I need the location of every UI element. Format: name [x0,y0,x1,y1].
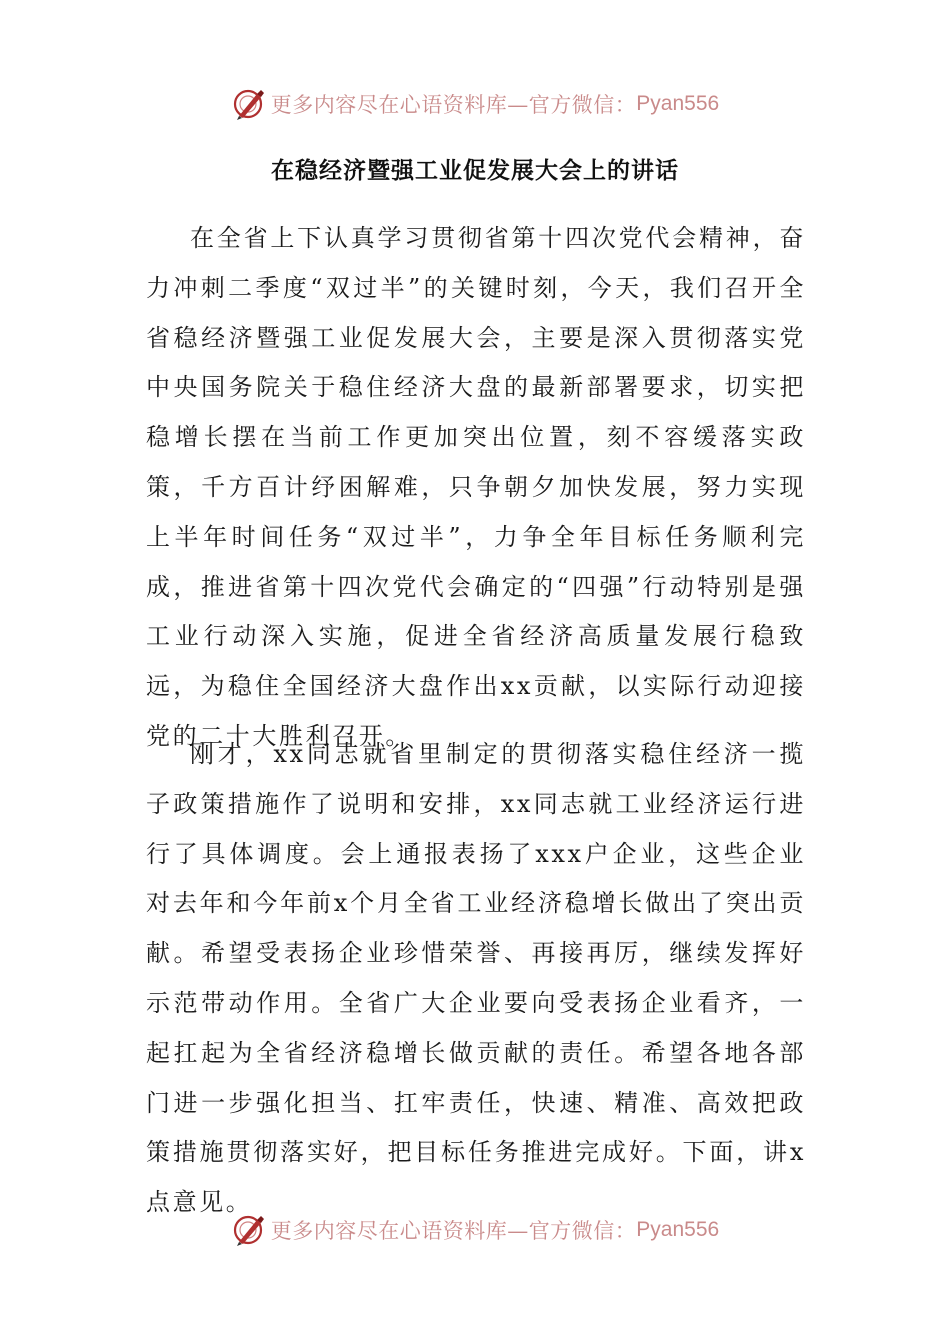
banner-wechat-id: Pyan556 [636,1218,720,1241]
pen-logo-icon [231,1212,267,1248]
paragraph-1: 在全省上下认真学习贯彻省第十四次党代会精神，奋力冲刺二季度“双过半”的关键时刻，今天，我们召开全省稳经济暨强工业促发展大会，主要是深入贯彻落实党中央国务院关于稳住经济大盘的最新部署要求，切实把稳增长摆在当前工作更加突出位置，刻不容缓落实政策，千方百计纾困解难，只争朝夕加快发展，努力实现上半年时间任务“双过半”，力争全年目标任务顺利完成，推进省第十四次党代会确定的“四强”行动特别是强工业行动深入实施，促进全省经济高质量发展行稳致远，为稳住全国经济大盘作出xx贡献，以实际行动迎接党的二十大胜利召开。 [146,224,806,750]
footer-watermark-banner [0,1210,950,1250]
pen-logo-icon [231,86,267,122]
paragraph-2: 刚才，xx同志就省里制定的贯彻落实稳住经济一揽子政策措施作了说明和安排，xx同志就工业经济运行进行了具体调度。会上通报表扬了xxx户企业，这些企业对去年和今年前x个月全省工业经济稳增长做出了突出贡献。希望受表扬企业珍惜荣誉、再接再厉，继续发挥好示范带动作用。全省广大企业要向受表扬企业看齐，一起扛起为全省经济稳增长做贡献的责任。希望各地各部门进一步强化担当、扛牢责任，快速、精准、高效把政策措施贯彻落实好，把目标任务推进完成好。下面，讲x点意见。 [146,740,806,1217]
banner-wechat-id: Pyan556 [636,92,720,115]
banner-text: 更多内容尽在心语资料库—官方微信： [270,93,637,117]
banner-text: 更多内容尽在心语资料库—官方微信： [270,1219,637,1243]
header-watermark-banner [0,84,950,124]
document-title: 在稳经济暨强工业促发展大会上的讲话 [271,158,679,184]
